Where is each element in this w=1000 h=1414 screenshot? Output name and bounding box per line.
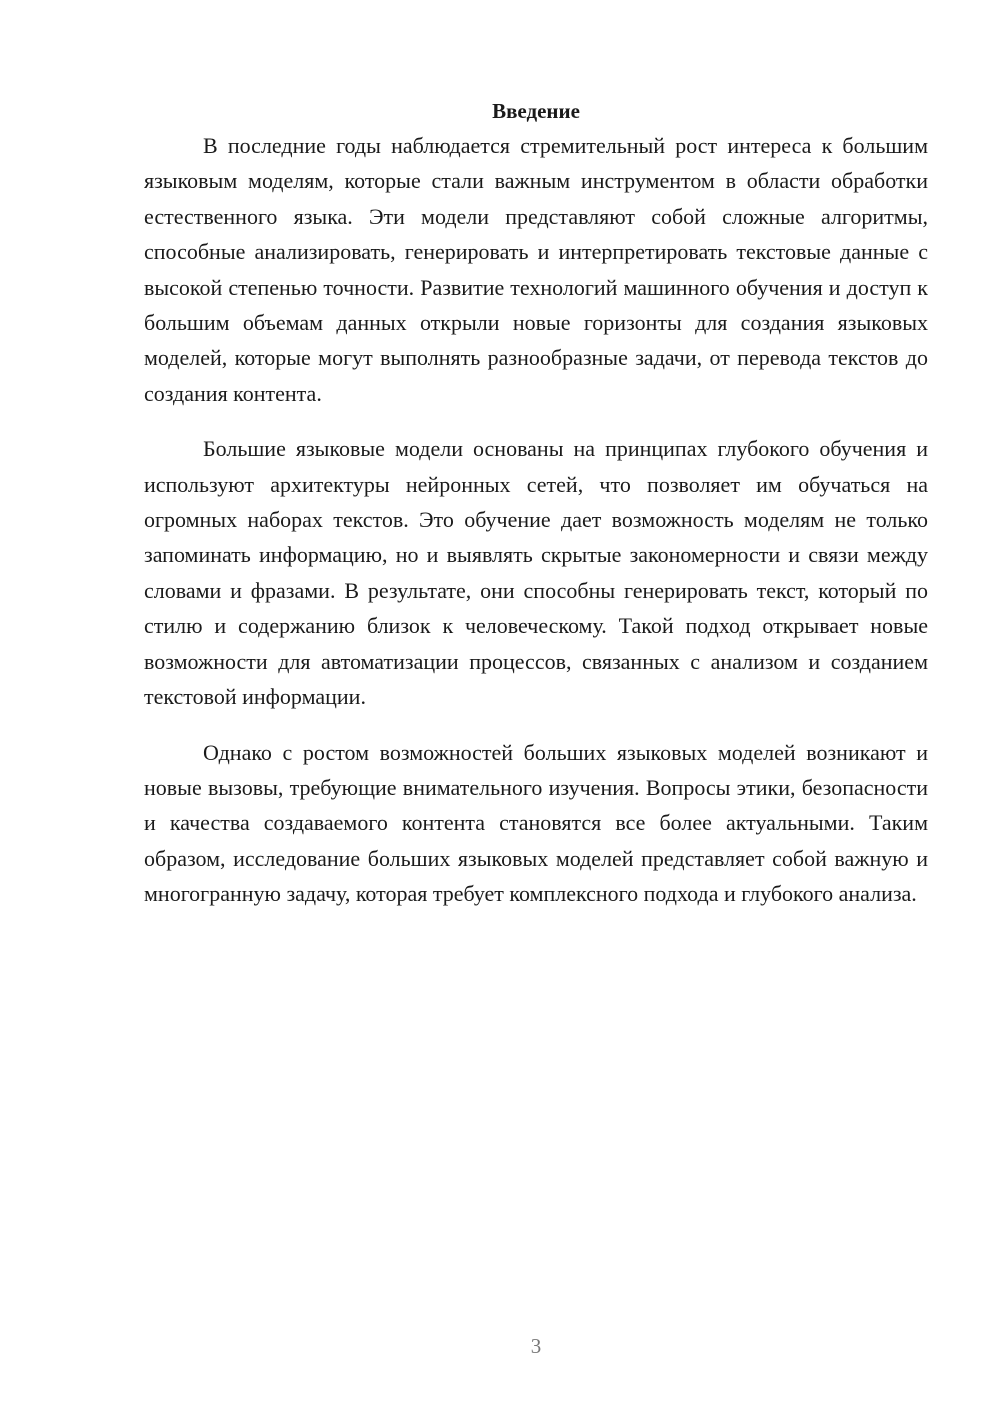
paragraph-1: В последние годы наблюдается стремительный рост интереса к большим языковым моделям, которые стали важным инструментом в области обработки естественного языка. Эти модели представляют собой сложные алгоритмы, способные анализировать, генерировать и интерпретировать текстовые данные с высокой степенью точности. Развитие технологий машинного обучения и доступ к большим объемам данных открыли новые горизонты для создания языковых моделей, которые могут выполнять разнообразные задачи, от перевода текстов до создания контента.	[144, 133, 928, 406]
document-body	[144, 96, 928, 932]
section-heading: Введение	[492, 99, 580, 123]
paragraph-3: Однако с ростом возможностей больших языковых моделей возникают и новые вызовы, требующие внимательного изучения. Вопросы этики, безопасности и качества создаваемого контента становятся все более актуальными. Таким образом, исследование больших языковых моделей представляет собой важную и многогранную задачу, которая требует комплексного подхода и глубокого анализа.	[144, 739, 928, 907]
page-number: 3	[530, 1334, 542, 1358]
paragraph-2: Большие языковые модели основаны на принципах глубокого обучения и используют архитектуры нейронных сетей, что позволяет им обучаться на огромных наборах текстов. Это обучение дает возможность моделям не только запоминать информацию, но и выявлять скрытые закономерности и связи между словами и фразами. В результате, они способны генерировать текст, который по стилю и содержанию близок к человеческому. Такой подход открывает новые возможности для автоматизации процессов, связанных с анализом и созданием текстовой информации.	[144, 436, 928, 710]
